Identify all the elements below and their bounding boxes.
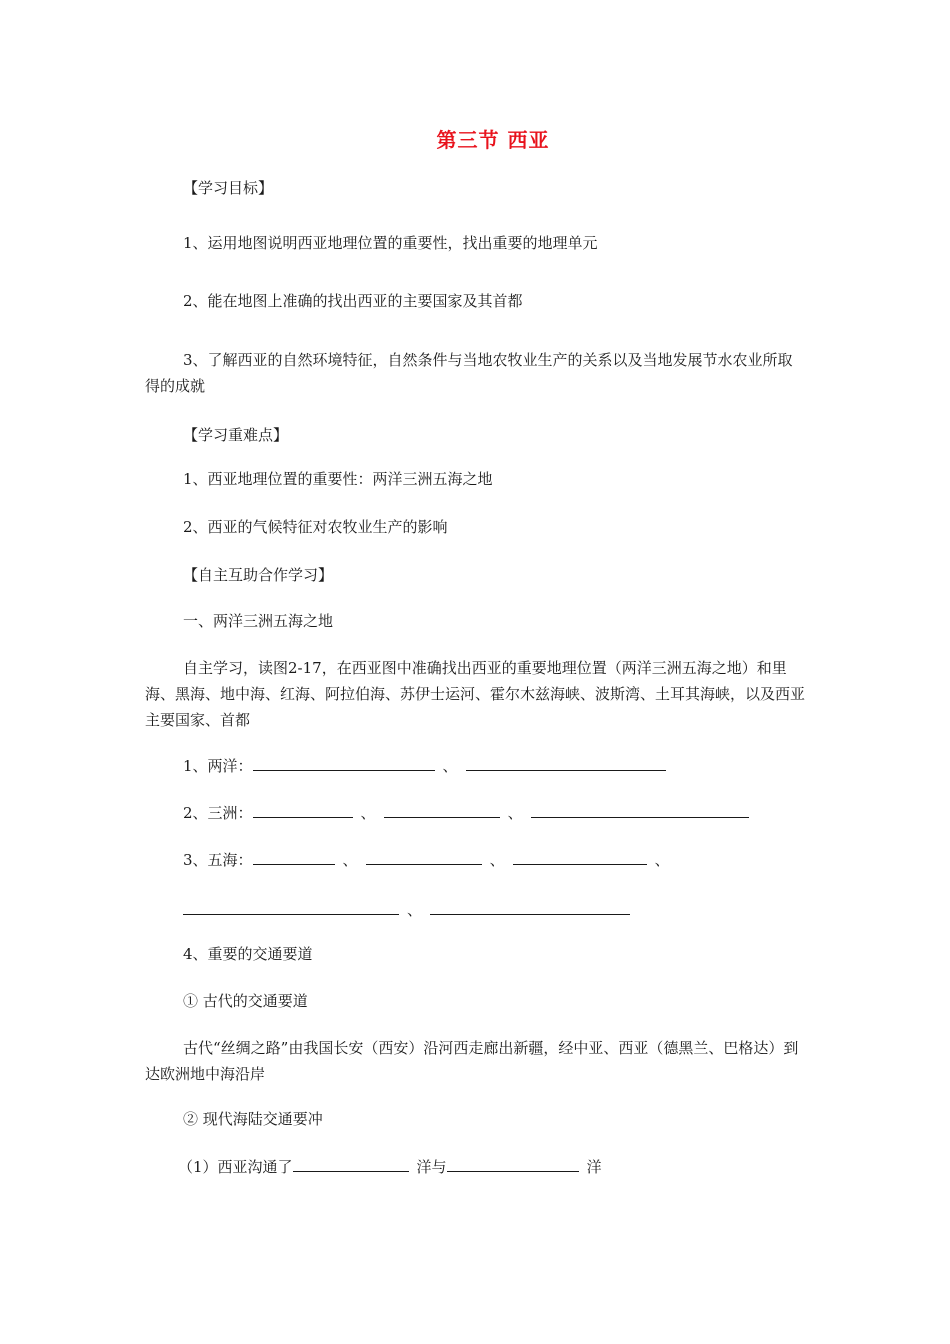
section-heading-self-study: 【自主互助合作学习】 [183, 566, 334, 584]
section-heading-goals: 【学习目标】 [183, 179, 274, 197]
fill-label: 1、两洋： [183, 757, 253, 775]
part-heading: 一、两洋三洲五海之地 [183, 612, 334, 630]
ancient-route-heading: ① 古代的交通要道 [183, 992, 308, 1010]
separator: 、 [342, 851, 358, 869]
separator: 、 [654, 851, 670, 869]
intro-paragraph: 自主学习，读图2-17，在西亚图中准确找出西亚的重要地理位置（两洋三洲五海之地）和里海、黑海、地中海、红海、阿拉伯海、苏伊士运河、霍尔木兹海峡、波斯湾、土耳其海峡，以及西亚主要国家、首都 [145, 659, 806, 729]
answer-blank[interactable] [531, 803, 749, 818]
fill-seas-row [183, 848, 678, 872]
answer-blank[interactable] [253, 803, 353, 818]
answer-blank[interactable] [253, 756, 435, 771]
answer-blank[interactable] [253, 850, 335, 865]
question-middle: 洋与 [416, 1158, 447, 1176]
separator: 、 [507, 804, 523, 822]
fill-continents-row [183, 801, 749, 825]
fill-seas-row-continued [183, 898, 630, 922]
key-point-item: 2、西亚的气候特征对农牧业生产的影响 [183, 518, 448, 536]
answer-blank[interactable] [183, 900, 399, 915]
section-heading-key-points: 【学习重难点】 [183, 426, 289, 444]
ancient-route-paragraph: 古代“丝绸之路”由我国长安（西安）沿河西走廊出新疆，经中亚、西亚（德黑兰、巴格达）到达欧洲地中海沿岸 [145, 1039, 799, 1083]
separator: 、 [407, 901, 423, 919]
goal-item: 1、运用地图说明西亚地理位置的重要性，找出重要的地理单元 [183, 234, 598, 252]
question-1-row [178, 1155, 602, 1179]
answer-blank[interactable] [430, 900, 630, 915]
answer-blank[interactable] [366, 850, 482, 865]
page-title: 第三节 西亚 [436, 128, 550, 152]
transport-heading: 4、重要的交通要道 [183, 945, 313, 963]
fill-label: 3、五海： [183, 851, 253, 869]
separator: 、 [360, 804, 376, 822]
answer-blank[interactable] [447, 1157, 579, 1172]
question-prefix: （1）西亚沟通了 [178, 1158, 293, 1176]
fill-oceans-row [183, 754, 666, 778]
question-suffix: 洋 [586, 1158, 602, 1176]
key-point-item: 1、西亚地理位置的重要性：两洋三洲五海之地 [183, 470, 493, 488]
goal-item: 2、能在地图上准确的找出西亚的主要国家及其首都 [183, 292, 523, 310]
answer-blank[interactable] [384, 803, 500, 818]
goal-item: 3、了解西亚的自然环境特征，自然条件与当地农牧业生产的关系以及当地发展节水农业所取得的成就 [145, 351, 793, 395]
answer-blank[interactable] [293, 1157, 409, 1172]
separator: 、 [442, 757, 458, 775]
fill-label: 2、三洲： [183, 804, 253, 822]
separator: 、 [489, 851, 505, 869]
answer-blank[interactable] [466, 756, 666, 771]
answer-blank[interactable] [513, 850, 647, 865]
modern-route-heading: ② 现代海陆交通要冲 [183, 1110, 323, 1128]
